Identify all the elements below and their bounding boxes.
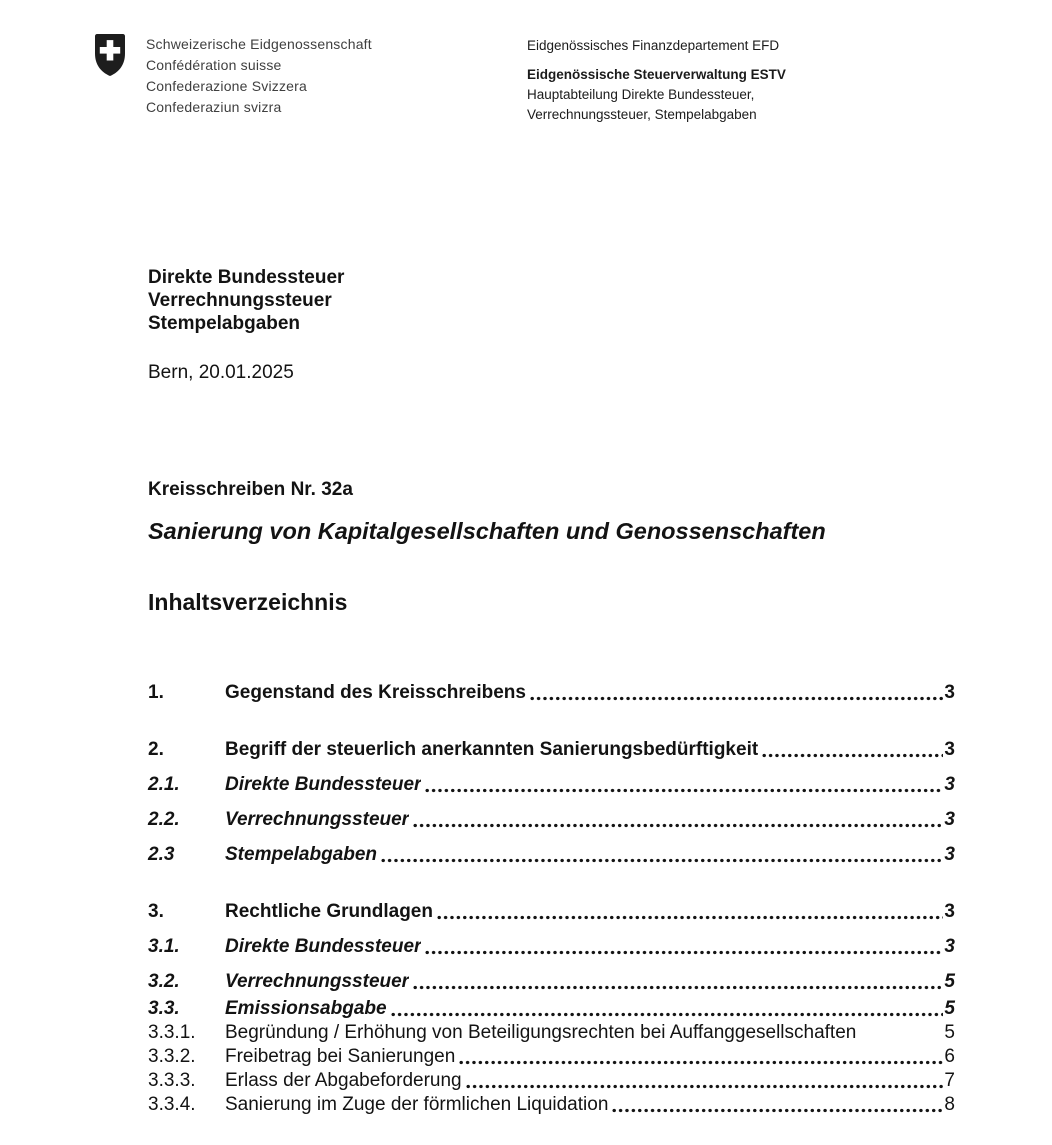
toc-entry[interactable] [148, 901, 955, 923]
dotted-leader [611, 1108, 943, 1113]
dotted-leader [380, 858, 943, 863]
dotted-leader [390, 1012, 943, 1017]
toc-entry-title: Emissionsabgabe [225, 998, 387, 1019]
toc-entry-page-number: 8 [944, 1094, 955, 1115]
toc-entry-page-number: 3 [944, 936, 955, 957]
toc-entry-title: Sanierung im Zuge der förmlichen Liquidation [225, 1094, 609, 1115]
toc-entry-number: 3.3. [148, 998, 180, 1019]
confederation-wordmark [146, 33, 372, 118]
wordmark-line-de: Schweizerische Eidgenossenschaft [146, 36, 372, 52]
toc-entry-number: 3.3.3. [148, 1070, 196, 1091]
toc-entry-page-number: 5 [944, 971, 955, 992]
toc-entry-title: Begriff der steuerlich anerkannten Sanierungsbedürftigkeit [225, 739, 759, 760]
sender-division-line: Verrechnungssteuer [148, 290, 332, 311]
toc-entry-page-number: 3 [944, 844, 955, 865]
department-line: Eidgenössisches Finanzdepartement EFD [527, 38, 780, 53]
toc-entry-page-number: 5 [944, 1022, 955, 1043]
toc-entry-number: 2.2. [148, 809, 180, 830]
toc-entry-number: 3.3.2. [148, 1046, 196, 1067]
toc-entry-title: Direkte Bundessteuer [225, 774, 422, 795]
toc-entry[interactable] [148, 682, 955, 704]
swiss-cross-horizontal [100, 47, 120, 54]
toc-entry[interactable] [148, 1070, 955, 1092]
toc-entry-number: 3.1. [148, 936, 180, 957]
toc-entry[interactable] [148, 998, 955, 1020]
toc-entry-title: Verrechnungssteuer [225, 809, 410, 830]
federal-logo-block [93, 33, 372, 118]
wordmark-line-it: Confederazione Svizzera [146, 78, 308, 94]
toc-entry-title: Begründung / Erhöhung von Beteiligungsrechten bei Auffanggesellschaften [225, 1022, 857, 1043]
dotted-leader [529, 696, 943, 701]
toc-entry-number: 3. [148, 901, 164, 922]
toc-entry[interactable] [148, 936, 955, 958]
toc-entry-title: Verrechnungssteuer [225, 971, 410, 992]
dotted-leader [761, 753, 943, 758]
circular-number: Kreisschreiben Nr. 32a [148, 479, 353, 500]
dotted-leader [412, 823, 943, 828]
toc-entry-title: Erlass der Abgabeforderung [225, 1070, 462, 1091]
toc-entry-page-number: 3 [944, 809, 955, 830]
sender-division-line: Stempelabgaben [148, 313, 301, 334]
toc-entry[interactable] [148, 844, 955, 866]
toc-list [148, 682, 955, 1116]
toc-entry-number: 2.3 [148, 844, 175, 865]
toc-entry-page-number: 7 [944, 1070, 955, 1091]
toc-entry[interactable] [148, 739, 955, 761]
toc-entry[interactable] [148, 774, 955, 796]
dotted-leader [458, 1060, 943, 1065]
dotted-leader [465, 1084, 943, 1089]
toc-entry-title: Freibetrag bei Sanierungen [225, 1046, 456, 1067]
swiss-coat-of-arms-icon [93, 33, 127, 77]
toc-entry-number: 2. [148, 739, 164, 760]
division-line-2: Verrechnungssteuer, Stempelabgaben [527, 107, 757, 122]
toc-entry[interactable] [148, 971, 955, 993]
division-line-1: Hauptabteilung Direkte Bundessteuer, [527, 87, 755, 102]
wordmark-line-rm: Confederaziun svizra [146, 99, 282, 115]
toc-entry[interactable] [148, 809, 955, 831]
wordmark-line-fr: Confédération suisse [146, 57, 282, 73]
toc-entry[interactable] [148, 1022, 955, 1044]
toc-entry-number: 3.3.4. [148, 1094, 196, 1115]
department-block [527, 36, 786, 125]
toc-entry-number: 1. [148, 682, 164, 703]
document-content [148, 266, 955, 1116]
toc-entry-page-number: 6 [944, 1046, 955, 1067]
toc-entry-page-number: 3 [944, 682, 955, 703]
dotted-leader [436, 915, 943, 920]
toc-entry-number: 3.3.1. [148, 1022, 196, 1043]
agency-name: Eidgenössische Steuerverwaltung ESTV [527, 67, 786, 82]
toc-entry-page-number: 3 [944, 901, 955, 922]
document-title: Sanierung von Kapitalgesellschaften und Genossenschaften [148, 518, 826, 544]
toc-entry-page-number: 5 [944, 998, 955, 1019]
toc-entry-title: Direkte Bundessteuer [225, 936, 422, 957]
dotted-leader [412, 985, 943, 990]
sender-division-line: Direkte Bundessteuer [148, 267, 345, 288]
toc-entry-title: Rechtliche Grundlagen [225, 901, 433, 922]
toc-entry[interactable] [148, 1046, 955, 1068]
sender-division-block [148, 266, 955, 335]
dotted-leader [424, 788, 943, 793]
toc-entry-title: Stempelabgaben [225, 844, 378, 865]
toc-entry-page-number: 3 [944, 739, 955, 760]
place-date: Bern, 20.01.2025 [148, 362, 294, 383]
toc-heading: Inhaltsverzeichnis [148, 589, 348, 615]
dotted-leader [424, 950, 943, 955]
toc-entry-number: 2.1. [148, 774, 180, 795]
toc-entry-page-number: 3 [944, 774, 955, 795]
toc-entry-title: Gegenstand des Kreisschreibens [225, 682, 526, 703]
toc-entry[interactable] [148, 1094, 955, 1116]
toc-entry-number: 3.2. [148, 971, 180, 992]
